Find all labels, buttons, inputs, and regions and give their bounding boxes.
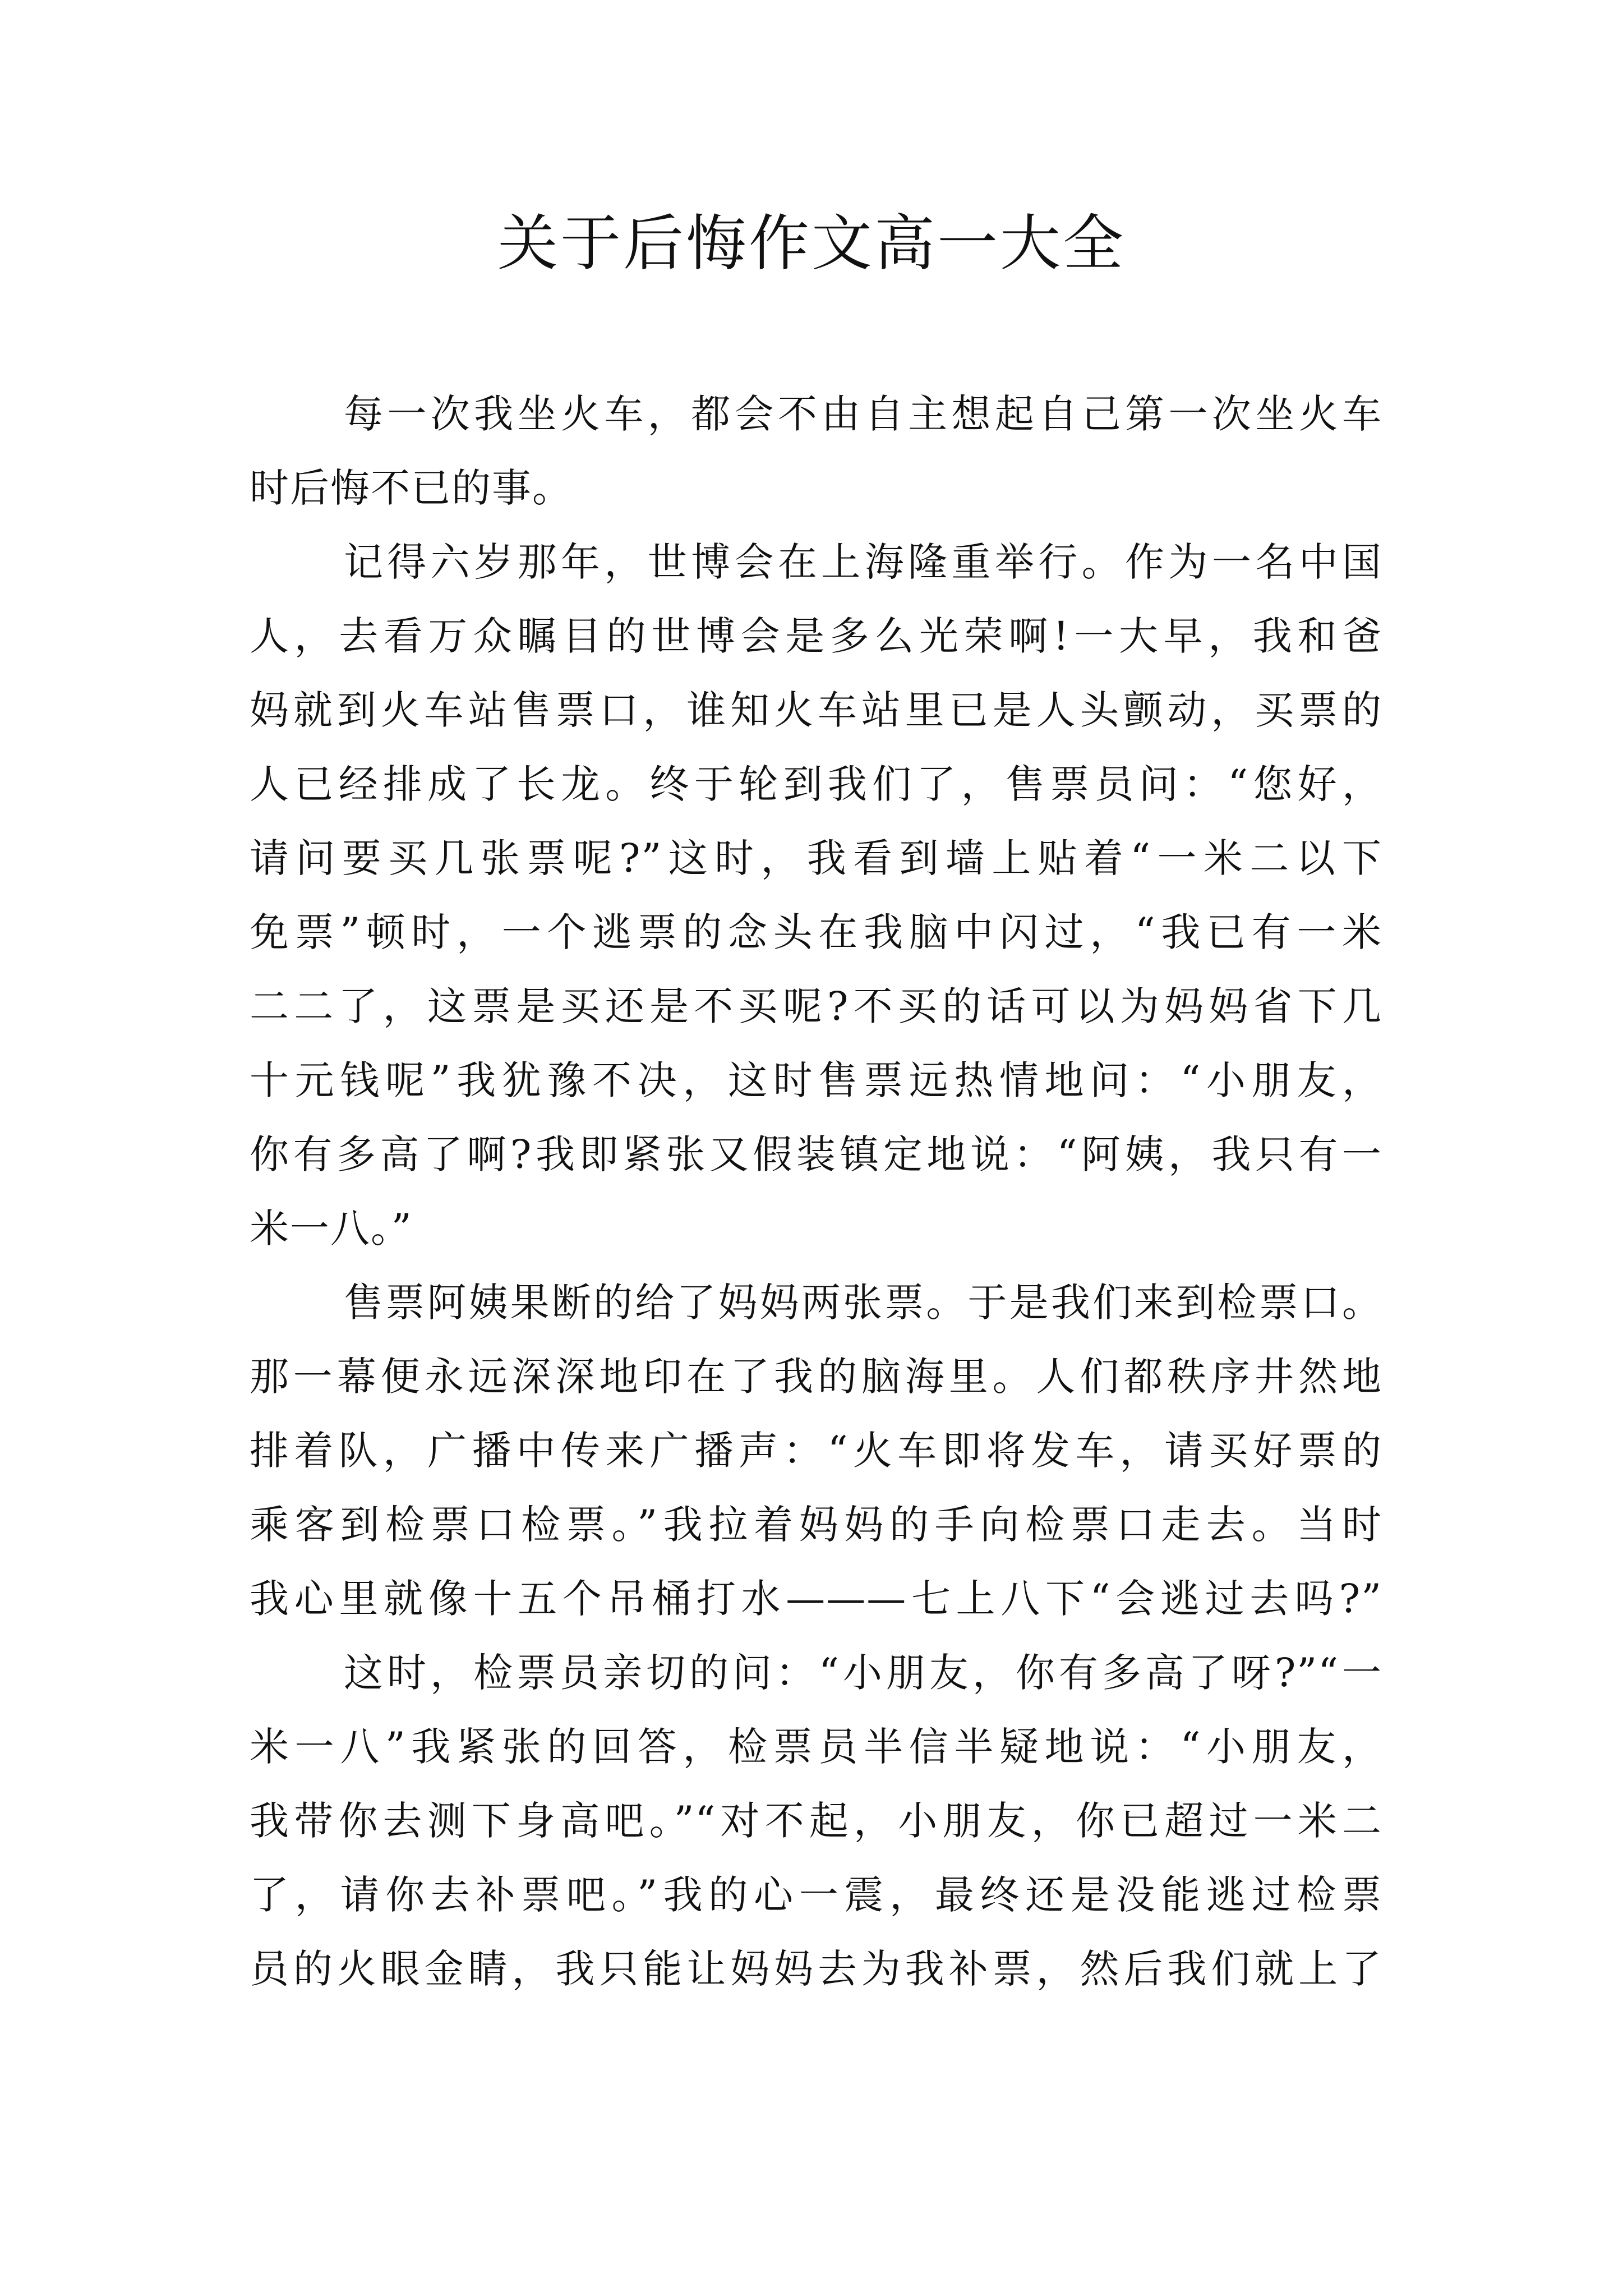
- text-line: 你有多高了啊?我即紧张又假装镇定地说：“阿姨，我只有一: [250, 1131, 1382, 1177]
- text-line: 二二了，这票是买还是不买呢?不买的话可以为妈妈省下几: [250, 983, 1382, 1029]
- text-line: 免票”顿时，一个逃票的念头在我脑中闪过，“我已有一米: [250, 909, 1382, 955]
- text-line: 每一次我坐火车，都会不由自主想起自己第一次坐火车: [344, 391, 1382, 437]
- text-line: 人，去看万众瞩目的世博会是多么光荣啊!一大早，我和爸: [250, 613, 1382, 659]
- text-line: 售票阿姨果断的给了妈妈两张票。于是我们来到检票口。: [344, 1280, 1382, 1326]
- document-body: [250, 377, 1382, 2006]
- text-line: 请问要买几张票呢?”这时，我看到墙上贴着“一米二以下: [250, 835, 1382, 881]
- text-line: 员的火眼金睛，我只能让妈妈去为我补票，然后我们就上了: [250, 1946, 1382, 1992]
- text-line: 人已经排成了长龙。终于轮到我们了，售票员问：“您好，: [250, 761, 1382, 807]
- text-line: 十元钱呢”我犹豫不决，这时售票远热情地问：“小朋友，: [250, 1057, 1382, 1103]
- text-line: 我带你去测下身高吧。”“对不起，小朋友，你已超过一米二: [250, 1798, 1382, 1844]
- text-line: 排着队，广播中传来广播声：“火车即将发车，请买好票的: [250, 1428, 1382, 1474]
- text-line: 了，请你去补票吧。”我的心一震，最终还是没能逃过检票: [250, 1872, 1382, 1918]
- text-line: 这时，检票员亲切的问：“小朋友，你有多高了呀?”“一: [344, 1650, 1382, 1696]
- text-line: 记得六岁那年，世博会在上海隆重举行。作为一名中国: [344, 539, 1382, 585]
- text-line: 妈就到火车站售票口，谁知火车站里已是人头颤动，买票的: [250, 687, 1382, 733]
- text-line: 时后悔不已的事。: [250, 465, 573, 511]
- text-line: 米一八。”: [250, 1205, 413, 1251]
- document-title: 关于后悔作文高一大全: [497, 209, 1126, 279]
- text-line: 乘客到检票口检票。”我拉着妈妈的手向检票口走去。当时: [250, 1502, 1382, 1548]
- text-line: 我心里就像十五个吊桶打水———七上八下“会逃过去吗?”: [250, 1576, 1382, 1622]
- text-line: 米一八”我紧张的回答，检票员半信半疑地说：“小朋友，: [250, 1724, 1382, 1770]
- text-line: 那一幕便永远深深地印在了我的脑海里。人们都秩序井然地: [250, 1354, 1382, 1400]
